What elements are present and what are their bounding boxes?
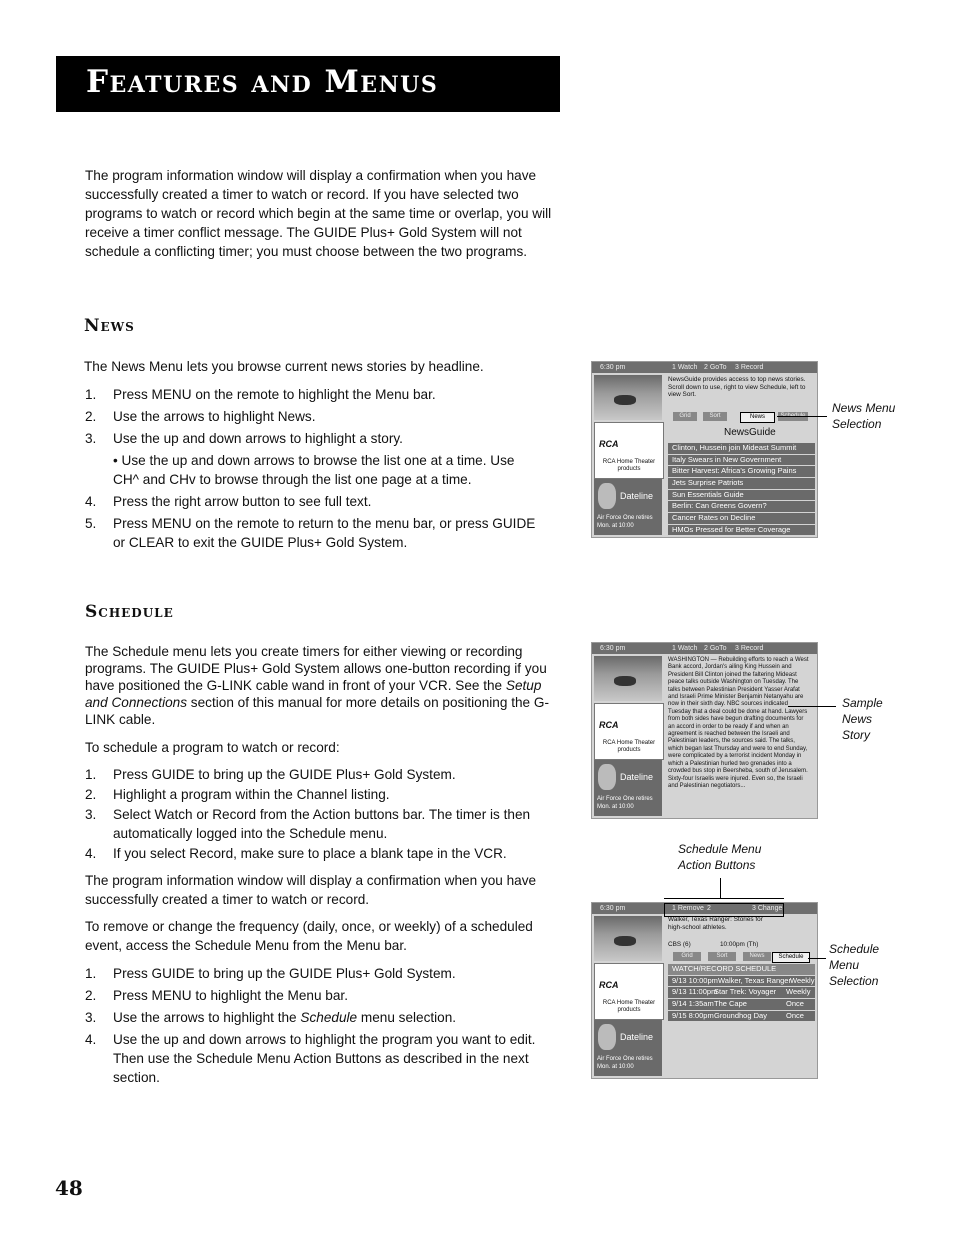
list-item: Sun Essentials Guide xyxy=(668,490,815,501)
news-menu-caption: News Menu Selection xyxy=(832,401,896,431)
headline-list xyxy=(668,443,815,537)
callout-line xyxy=(777,416,827,417)
schedule-to-schedule: To schedule a program to watch or record: xyxy=(85,740,340,755)
schedule-steps-2 xyxy=(85,964,545,1087)
video-window xyxy=(594,375,662,420)
list-item: 3. Select Watch or Record from the Action buttons bar. The timer is then automatically logged into the Schedule menu. xyxy=(85,807,531,841)
list-item: 4. Press the right arrow button to see full text. xyxy=(85,494,372,509)
news-story-text: WASHINGTON — Rebuilding efforts to reach a West Bank accord, Jordan's ailing King Hussein and President Bill Clinton joined the faltering Mideast peace talks outside Washington on Tuesday. The talks between Palestinian President Yasser Arafat and Israeli Prime Minister Benjamin Netanyahu are now in their sixth day. NBC sources indicated Tuesday that a deal could be done at hand. Lawyers from both sides have begun drafting documents for an accord in order to be ready if and when an agreement is reached between the Israeli and Palestinian leaders, the sources said. The talks, which began last Thursday and were to end Sunday, were complicated by a terrorist incident Monday in which a Palestinian hurled two grenades into a crowded bus stop in Beersheba, south of Jerusalem. Sixty-four Israelis were injured. Even so, the Israeli and Palestinian negotiators... xyxy=(668,657,809,789)
list-item: Bitter Harvest: Africa's Growing Pains xyxy=(668,466,815,477)
menu-bar: Grid Sort News xyxy=(668,412,815,421)
promo-panel: Dateline Air Force One retires Mon. at 10:00 xyxy=(594,1020,662,1076)
list-item: 1. Press GUIDE to bring up the GUIDE Plus+ Gold System. xyxy=(85,966,456,981)
chapter-title: Features and Menus xyxy=(86,64,439,100)
news-description: NewsGuide provides access to top news stories. Scroll down to use, right to view Schedule, left to view Sort. xyxy=(668,376,806,399)
table-row: 9/13 10:00pm Walker, Texas Ranger Weekly xyxy=(668,976,815,987)
list-item: 2. Use the arrows to highlight News. xyxy=(85,409,316,424)
schedule-intro: The Schedule menu lets you create timers for either viewing or recording programs. The GUIDE Plus+ Gold System allows one-button recording if you have positioned the G-LINK cable wand in front of your VCR. See the Setup and Connections section of this manual for more details on positioning the G-LINK cable. xyxy=(85,644,549,727)
list-item: Berlin: Can Greens Govern? xyxy=(668,501,815,512)
promo-panel: Dateline Air Force One retires Mon. at 10:00 xyxy=(594,479,662,535)
table-row: 9/14 1:35am The Cape Once xyxy=(668,999,815,1010)
list-item: 4. Use the up and down arrows to highlight the program you want to edit. Then use the Schedule Menu Action Buttons as described in the next section. xyxy=(85,1032,536,1085)
video-window xyxy=(594,656,662,701)
list-item: • Use the up and down arrows to browse the list one at a time. Use CH^ and CHv to browse through the list one page at a time. xyxy=(113,453,515,487)
newsguide-title: NewsGuide xyxy=(724,427,776,438)
list-item: 3. Use the up and down arrows to highlight a story. xyxy=(85,431,403,446)
schedule-heading: Schedule xyxy=(85,602,174,622)
action-bar: 6:30 pm 1 Remove 2 3 Change xyxy=(592,903,817,914)
schedule-confirm: The program information window will display a confirmation when you have successfully created a timer to watch or record. xyxy=(85,873,537,907)
list-item: 1. Press MENU on the remote to highlight the Menu bar. xyxy=(85,387,436,402)
action-buttons-caption: Schedule Menu Action Buttons xyxy=(678,842,762,872)
list-item: Italy Swears in New Government xyxy=(668,455,815,466)
program-description: Walker, Texas Ranger: Stories for high-school athletes. xyxy=(668,916,763,931)
callout-line xyxy=(808,958,826,959)
menu-bar: Grid Sort News Schedule xyxy=(668,952,815,961)
intro-paragraph: The program information window will display a confirmation when you have successfully created a timer to watch or record. If you have selected two programs to watch or record which begin at the same time or overlap, you will receive a timer conflict message. The GUIDE Plus+ Gold System will not schedule a conflicting timer; you must choose between the two programs. xyxy=(85,168,552,259)
schedule-menu-item: Schedule xyxy=(772,952,810,963)
news-intro: The News Menu lets you browse current news stories by headline. xyxy=(84,359,484,374)
news-steps xyxy=(85,385,540,552)
table-row: 9/13 11:00pm Star Trek: Voyager Weekly xyxy=(668,987,815,998)
schedule-selection-caption: Schedule Menu Selection xyxy=(829,942,880,988)
schedule-remove: To remove or change the frequency (daily, once, or weekly) of a scheduled event, access the Schedule Menu from the Menu bar. xyxy=(85,919,533,953)
list-item: 4. If you select Record, make sure to place a blank tape in the VCR. xyxy=(85,846,507,861)
action-buttons-highlight xyxy=(664,903,784,917)
ad-panel: RCA RCA Home Theater products xyxy=(594,422,664,479)
schedule-screenshot xyxy=(591,902,818,1079)
list-item: 2. Press MENU to highlight the Menu bar. xyxy=(85,988,348,1003)
list-item: 2. Highlight a program within the Channel listing. xyxy=(85,787,390,802)
list-item: 1. Press GUIDE to bring up the GUIDE Plus+ Gold System. xyxy=(85,767,456,782)
news-menu-screenshot xyxy=(591,361,818,538)
list-item: Jets Surprise Patriots xyxy=(668,478,815,489)
table-row: 9/15 8:00pm Groundhog Day Once xyxy=(668,1011,815,1022)
ad-panel: RCA RCA Home Theater products xyxy=(594,703,664,760)
channel-info: CBS (6) 10:00pm (Th) xyxy=(668,941,759,948)
page-number: 48 xyxy=(55,1176,83,1200)
schedule-list xyxy=(668,964,815,1022)
promo-panel: Dateline Air Force One retires Mon. at 10:00 xyxy=(594,760,662,816)
callout-line xyxy=(720,878,721,898)
ad-panel: RCA RCA Home Theater products xyxy=(594,963,664,1020)
list-item: 5. Press MENU on the remote to return to the menu bar, or press GUIDE or CLEAR to exit the GUIDE Plus+ Gold System. xyxy=(85,516,536,550)
list-item: Cancer Rates on Decline xyxy=(668,513,815,524)
callout-line xyxy=(788,706,836,707)
schedule-steps-1 xyxy=(85,765,545,863)
chapter-banner xyxy=(56,56,560,112)
action-bar: 6:30 pm 1 Watch 2 GoTo 3 Record xyxy=(592,362,817,373)
video-window xyxy=(594,916,662,961)
list-item: 3. Use the arrows to highlight the Schedule menu selection. xyxy=(85,1010,457,1025)
callout-line xyxy=(664,898,784,899)
sample-story-caption: Sample News Story xyxy=(842,696,883,742)
list-item: Clinton, Hussein join Mideast Summit xyxy=(668,443,815,454)
schedule-header: WATCH/RECORD SCHEDULE xyxy=(668,964,815,975)
action-bar: 6:30 pm 1 Watch 2 GoTo 3 Record xyxy=(592,643,817,654)
news-menu-item: News xyxy=(740,412,775,423)
list-item: HMOs Pressed for Better Coverage xyxy=(668,525,815,536)
news-heading: News xyxy=(84,316,135,336)
news-story-screenshot xyxy=(591,642,818,819)
